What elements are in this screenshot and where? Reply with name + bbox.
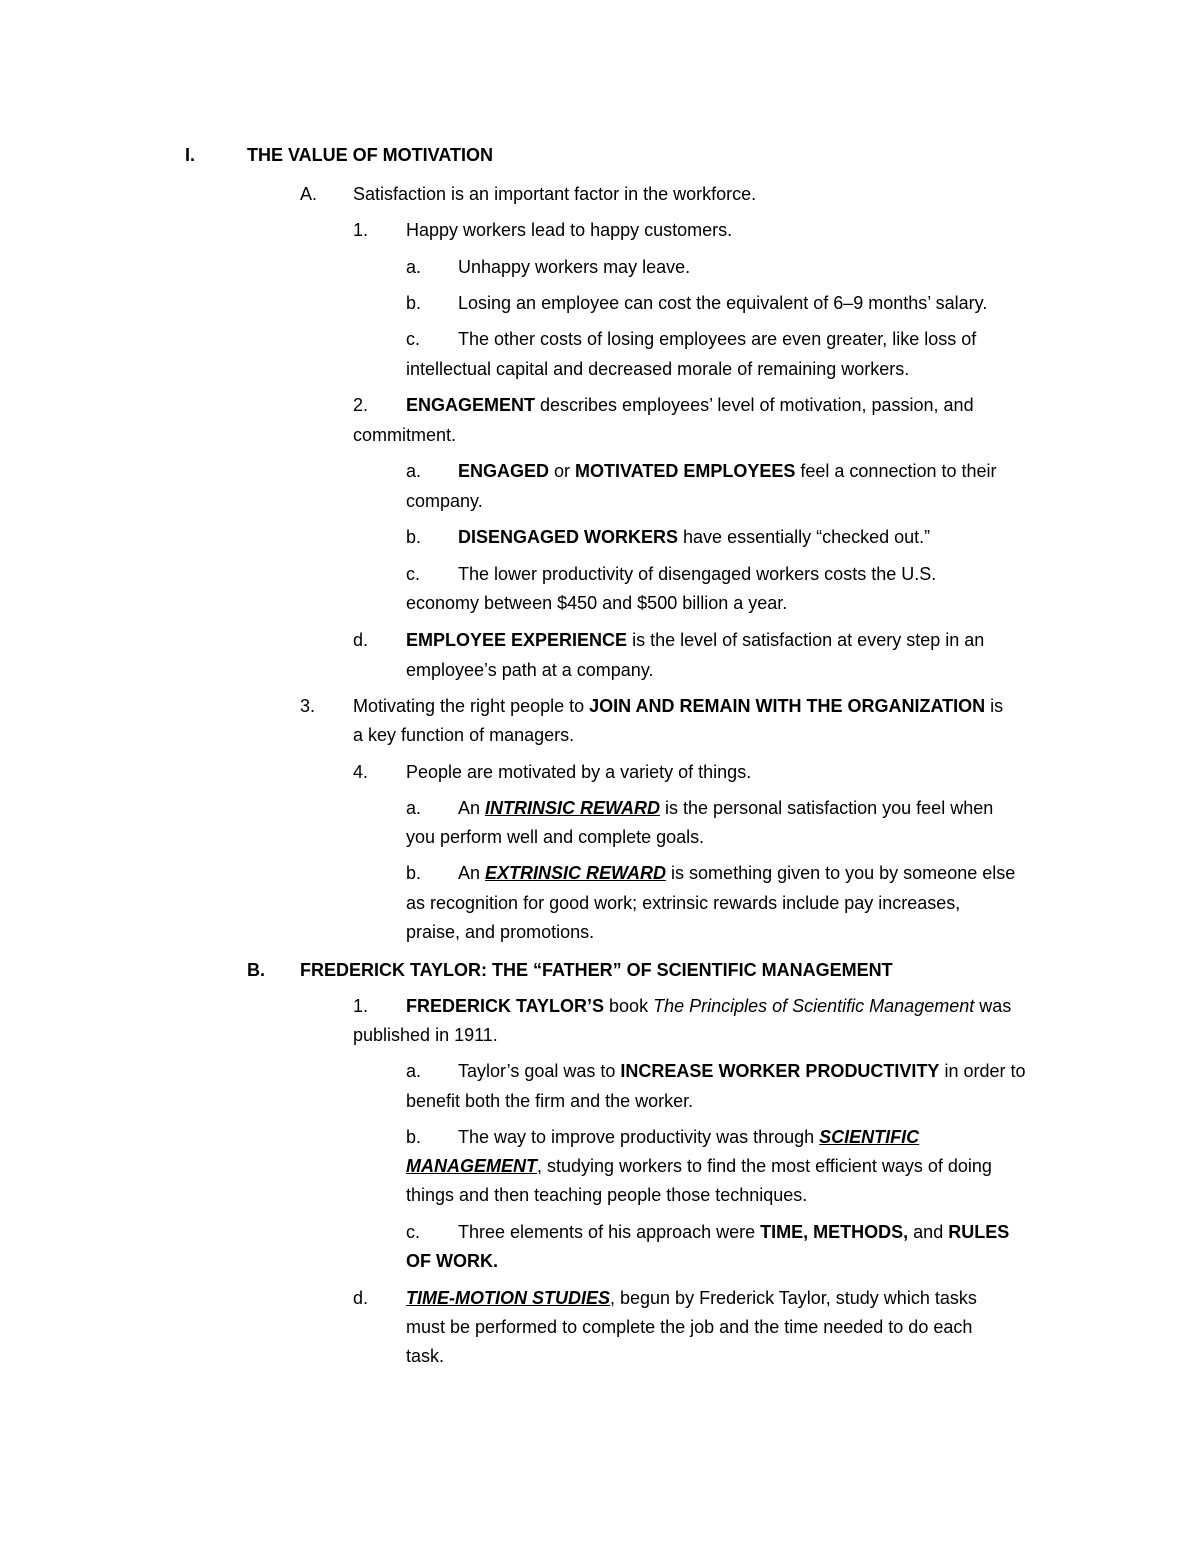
outline-line [406, 1151, 992, 1181]
outline-text: is the personal satisfaction you feel when [660, 798, 994, 818]
outline-text: commitment. [353, 425, 457, 445]
bold-term: ENGAGEMENT [406, 395, 536, 415]
outline-marker: 3. [300, 696, 316, 716]
outline-marker: B. [247, 960, 265, 980]
outline-marker: d. [353, 630, 369, 650]
outline-line [185, 140, 493, 170]
outline-text: intellectual capital and decreased morale of remaining workers. [406, 359, 910, 379]
outline-marker: 1. [353, 996, 369, 1016]
outline-text: Three elements of his approach were [458, 1222, 761, 1242]
outline-line [353, 991, 1012, 1021]
bold-term: OF WORK. [406, 1251, 498, 1271]
outline-text: Happy workers lead to happy customers. [406, 220, 733, 240]
book-title: The Principles of Scientific Management [653, 996, 975, 1016]
outline-line [406, 655, 653, 685]
outline-text: feel a connection to their [795, 461, 997, 481]
outline-marker: 2. [353, 395, 369, 415]
key-term: TIME-MOTION STUDIES [406, 1288, 610, 1308]
outline-text: a key function of managers. [353, 725, 575, 745]
outline-text: The other costs of losing employees are even greater, like loss of [458, 329, 977, 349]
outline-marker: 1. [353, 220, 369, 240]
outline-line [406, 1056, 1026, 1086]
outline-line [406, 822, 704, 852]
outline-line [406, 888, 960, 918]
outline-marker: I. [185, 145, 196, 165]
outline-line [353, 420, 456, 450]
outline-marker: c. [406, 1222, 421, 1242]
outline-line [300, 691, 1004, 721]
outline-line [353, 625, 985, 655]
outline-text: you perform well and complete goals. [406, 827, 705, 847]
outline-text: or [549, 461, 576, 481]
outline-line [300, 179, 757, 209]
outline-line [406, 917, 594, 947]
outline-text: economy between $450 and $500 billion a year. [406, 593, 788, 613]
outline-marker: d. [353, 1288, 369, 1308]
bold-term: THE VALUE OF MOTIVATION [247, 145, 493, 165]
outline-text: describes employees’ level of motivation, passion, and [535, 395, 974, 415]
outline-marker: a. [406, 461, 422, 481]
outline-text: is something given to you by someone else [666, 863, 1016, 883]
outline-line [406, 456, 997, 486]
outline-line [406, 793, 994, 823]
outline-line [406, 1312, 972, 1342]
outline-line [406, 1086, 693, 1116]
bold-term: FREDERICK TAYLOR: THE “FATHER” OF SCIENTIFIC MANAGEMENT [300, 960, 893, 980]
bold-term: INCREASE WORKER PRODUCTIVITY [620, 1061, 940, 1081]
outline-marker: a. [406, 257, 422, 277]
outline-text: book [604, 996, 654, 1016]
outline-line [406, 1180, 807, 1210]
outline-text: Satisfaction is an important factor in the workforce. [353, 184, 757, 204]
key-term: SCIENTIFIC [819, 1127, 920, 1147]
bold-term: MOTIVATED EMPLOYEES [575, 461, 796, 481]
outline-line [353, 215, 733, 245]
outline-line [406, 1122, 920, 1152]
bold-term: FREDERICK TAYLOR’S [406, 996, 605, 1016]
outline-marker: b. [406, 293, 422, 313]
outline-line [406, 1217, 1010, 1247]
bold-term: ENGAGED [458, 461, 550, 481]
outline-line [353, 390, 974, 420]
outline-text: company. [406, 491, 483, 511]
outline-line [353, 757, 752, 787]
outline-marker: c. [406, 329, 421, 349]
outline-text: The lower productivity of disengaged workers costs the U.S. [458, 564, 937, 584]
outline-text: published in 1911. [353, 1025, 498, 1045]
outline-line [406, 252, 691, 282]
outline-text: An [458, 863, 486, 883]
outline-text: The way to improve productivity was through [458, 1127, 820, 1147]
outline-text: benefit both the firm and the worker. [406, 1091, 694, 1111]
outline-text: , studying workers to find the most efficient ways of doing [537, 1156, 992, 1176]
outline-line [406, 486, 483, 516]
outline-line [406, 288, 988, 318]
outline-line [406, 1341, 444, 1371]
outline-text: employee’s path at a company. [406, 660, 654, 680]
outline-marker: b. [406, 1127, 422, 1147]
outline-text: things and then teaching people those techniques. [406, 1185, 808, 1205]
outline-text: as recognition for good work; extrinsic rewards include pay increases, [406, 893, 961, 913]
outline-text: and [908, 1222, 949, 1242]
key-term: INTRINSIC REWARD [485, 798, 661, 818]
outline-text: , begun by Frederick Taylor, study which tasks [610, 1288, 977, 1308]
outline-text: Losing an employee can cost the equivalent of 6–9 months’ salary. [458, 293, 988, 313]
outline-text: is [985, 696, 1004, 716]
outline-line [406, 858, 1016, 888]
outline-text: have essentially “checked out.” [678, 527, 931, 547]
outline-line [406, 559, 937, 589]
outline-line [406, 1246, 498, 1276]
bold-term: EMPLOYEE EXPERIENCE [406, 630, 628, 650]
outline-text: task. [406, 1346, 445, 1366]
outline-line [353, 720, 574, 750]
outline-text: must be performed to complete the job and the time needed to do each [406, 1317, 973, 1337]
outline-text: Unhappy workers may leave. [458, 257, 691, 277]
outline-marker: a. [406, 1061, 422, 1081]
key-term: EXTRINSIC REWARD [485, 863, 667, 883]
bold-term: TIME, METHODS, [760, 1222, 909, 1242]
outline-marker: A. [300, 184, 318, 204]
outline-marker: b. [406, 527, 422, 547]
outline-line [353, 1283, 977, 1313]
outline-text: in order to [939, 1061, 1026, 1081]
outline-line [406, 324, 977, 354]
outline-marker: a. [406, 798, 422, 818]
bold-term: RULES [948, 1222, 1010, 1242]
bold-term: JOIN AND REMAIN WITH THE ORGANIZATION [589, 696, 986, 716]
outline-line [353, 1020, 498, 1050]
outline-text: is the level of satisfaction at every step in an [627, 630, 985, 650]
outline-marker: b. [406, 863, 422, 883]
outline-line [406, 588, 787, 618]
outline-marker: c. [406, 564, 421, 584]
outline-text: An [458, 798, 486, 818]
outline-line [406, 522, 931, 552]
outline-text: Taylor’s goal was to [458, 1061, 621, 1081]
outline-text: praise, and promotions. [406, 922, 595, 942]
outline-line [406, 354, 909, 384]
outline-marker: 4. [353, 762, 369, 782]
outline-text: was [974, 996, 1012, 1016]
outline-text: Motivating the right people to [353, 696, 590, 716]
bold-term: DISENGAGED WORKERS [458, 527, 679, 547]
outline-text: People are motivated by a variety of things. [406, 762, 752, 782]
outline-line [247, 955, 893, 985]
key-term: MANAGEMENT [406, 1156, 537, 1176]
